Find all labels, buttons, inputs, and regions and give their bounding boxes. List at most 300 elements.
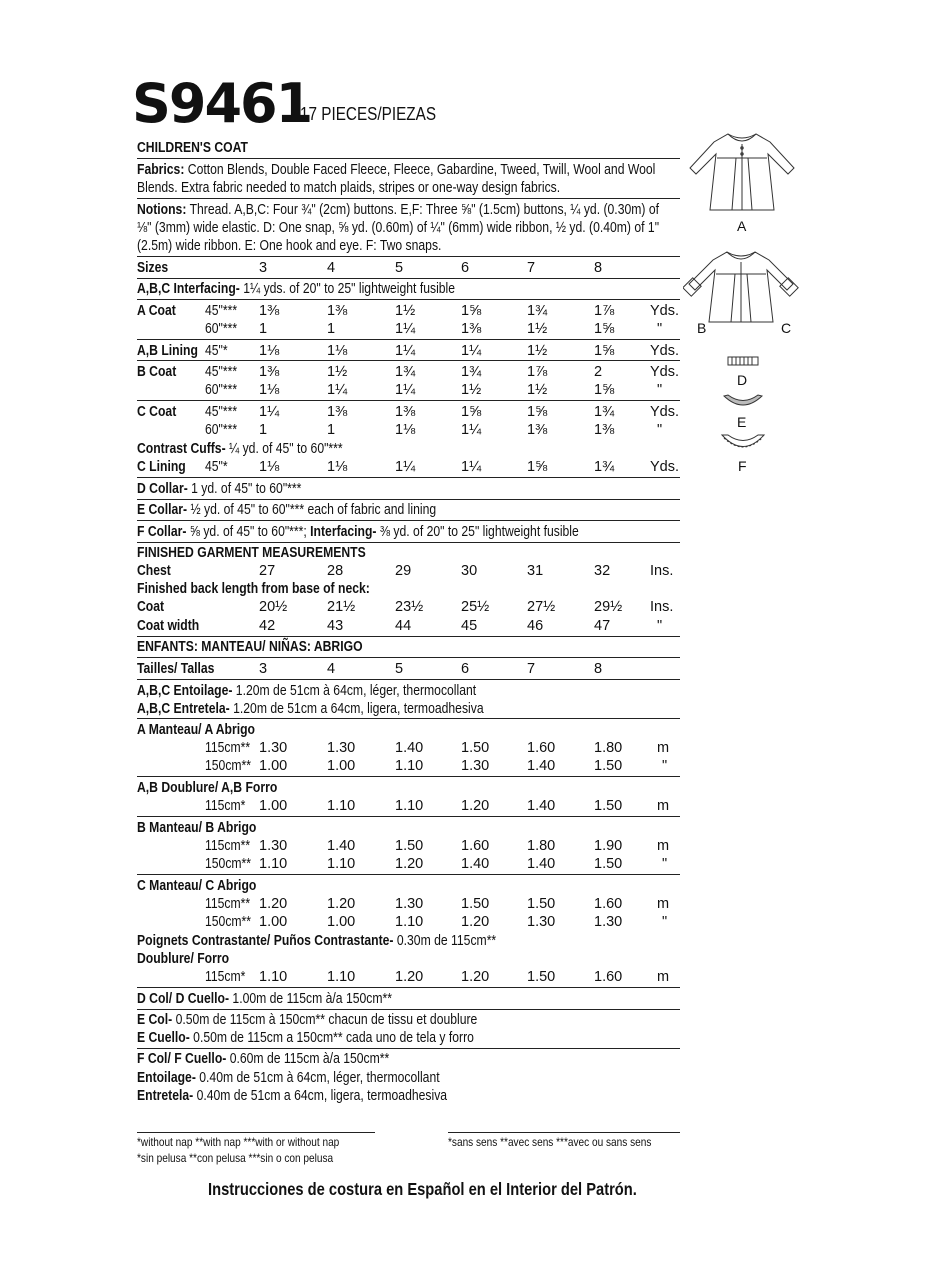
size-cell: 7 [527, 260, 536, 276]
value-cell: 1⅜ [259, 364, 280, 380]
value-cell: 23½ [395, 599, 424, 615]
fabrics-label: Fabrics: [137, 162, 185, 178]
yardage-row [137, 403, 682, 421]
collar-e-figure [722, 392, 764, 410]
value-cell: 1.00 [259, 914, 288, 930]
value-cell: 25½ [461, 599, 490, 615]
unit-cell: " [662, 758, 668, 774]
value-cell: 1.00 [327, 758, 356, 774]
value-cell: 47 [594, 618, 611, 634]
value-cell: 1.60 [594, 969, 623, 985]
unit-cell: m [657, 969, 670, 985]
unit-cell: Yds. [650, 404, 680, 420]
value-cell: 1¼ [461, 343, 482, 359]
row-label: A,B Lining [137, 343, 198, 359]
divider [137, 816, 680, 817]
view-e-label: E [737, 414, 747, 430]
value-cell: 1¼ [259, 404, 280, 420]
divider [137, 874, 680, 875]
e-col-label: E Col- [137, 1012, 173, 1028]
value-cell: 20½ [259, 599, 288, 615]
value-cell: 1.40 [527, 758, 556, 774]
divider [137, 198, 680, 199]
footnote-fr: *sans sens **avec sens ***avec ou sans sens [448, 1135, 652, 1149]
value-cell: 1⅛ [259, 382, 280, 398]
d-collar-line [137, 480, 301, 498]
value-cell: 1.30 [594, 914, 623, 930]
view-b-label: B [697, 320, 707, 336]
value-cell: 1.20 [461, 969, 490, 985]
footnote-rule [137, 1132, 375, 1133]
size-cell: 3 [259, 260, 268, 276]
value-cell: 1 [327, 422, 336, 438]
size-cell: 5 [395, 661, 404, 677]
value-cell: 1⅛ [395, 422, 416, 438]
value-cell: 1.60 [527, 740, 556, 756]
value-cell: 1.10 [327, 798, 356, 814]
unit-cell: " [657, 422, 663, 438]
divider [137, 987, 680, 988]
e-collar-line [137, 501, 436, 519]
value-cell: 44 [395, 618, 412, 634]
coat-view-bc-figure [683, 248, 799, 326]
tailles-row [137, 660, 682, 678]
value-cell: 1⅝ [594, 382, 615, 398]
row-label: Chest [137, 563, 171, 579]
doublure-title: Doublure/ Forro [137, 951, 230, 967]
value-cell: 1.00 [327, 914, 356, 930]
sizes-label: Sizes [137, 260, 169, 276]
size-cell: 4 [327, 260, 336, 276]
f-col-text: 0.60m de 115cm à/a 150cm** [229, 1051, 390, 1067]
unit-cell: " [657, 321, 663, 337]
value-cell: 2 [594, 364, 603, 380]
width-cell: 45"* [205, 343, 228, 359]
value-cell: 1.80 [527, 838, 556, 854]
value-cell: 1.90 [594, 838, 623, 854]
yardage-row [137, 363, 682, 381]
spanish-instructions-note: Instrucciones de costura en Español en el Interior del Patrón. [208, 1179, 637, 1199]
unit-cell: " [662, 914, 668, 930]
unit-cell: " [662, 856, 668, 872]
value-cell: 1.40 [527, 798, 556, 814]
value-cell: 1.10 [327, 969, 356, 985]
divider [137, 499, 680, 500]
value-cell: 1 [259, 422, 268, 438]
f-entretela-label: Entretela- [137, 1088, 194, 1104]
notions-line1 [137, 201, 659, 219]
yardage-row [137, 342, 682, 360]
contrast-cuffs-label: Contrast Cuffs- [137, 441, 226, 457]
value-cell: 1.30 [259, 838, 288, 854]
value-cell: 1¾ [594, 459, 615, 475]
e-cuello-label: E Cuello- [137, 1030, 190, 1046]
sizes-row [137, 259, 682, 277]
value-cell: 1.50 [527, 969, 556, 985]
value-cell: 1.00 [259, 758, 288, 774]
row-label: B Coat [137, 364, 177, 380]
entretela-line [137, 700, 484, 718]
value-cell: 1¼ [461, 459, 482, 475]
width-cell: 45"* [205, 459, 228, 475]
collar-d-figure [726, 354, 760, 368]
coat-view-a-figure [686, 128, 798, 216]
yardage-row [137, 837, 682, 855]
d-collar-label: D Collar- [137, 481, 188, 497]
value-cell: 28 [327, 563, 344, 579]
value-cell: 21½ [327, 599, 356, 615]
divider [137, 278, 680, 279]
value-cell: 1¼ [395, 321, 416, 337]
tailles-label: Tailles/ Tallas [137, 661, 215, 677]
yardage-row [137, 302, 682, 320]
width-cell: 150cm** [205, 914, 252, 930]
f-entretela-text: 0.40m de 51cm a 64cm, ligera, termoadhesiva [196, 1088, 448, 1104]
fr-es-title: ENFANTS: MANTEAU/ NIÑAS: ABRIGO [137, 639, 363, 655]
value-cell: 1.20 [461, 914, 490, 930]
notions-label: Notions: [137, 202, 187, 218]
width-cell: 150cm** [205, 758, 252, 774]
value-cell: 1.80 [594, 740, 623, 756]
divider [137, 339, 680, 340]
unit-cell: m [657, 838, 670, 854]
yardage-row [137, 757, 682, 775]
value-cell: 1⅜ [327, 303, 348, 319]
value-cell: 1¾ [395, 364, 416, 380]
interfacing-text: 1¼ yds. of 20" to 25" lightweight fusible [243, 281, 456, 297]
divider [137, 1009, 680, 1010]
value-cell: 1.20 [395, 856, 424, 872]
c-manteau-title: C Manteau/ C Abrigo [137, 878, 257, 894]
value-cell: 1½ [527, 321, 548, 337]
collar-d-drawing [726, 354, 760, 368]
f-interfacing-text: ⅜ yd. of 20" to 25" lightweight fusible [379, 524, 579, 540]
value-cell: 27½ [527, 599, 556, 615]
chest-row [137, 562, 682, 580]
width-cell: 115cm* [205, 969, 246, 985]
coat-width-row [137, 617, 682, 635]
width-cell: 60"*** [205, 422, 238, 438]
value-cell: 1.00 [259, 798, 288, 814]
size-cell: 4 [327, 661, 336, 677]
width-cell: 60"*** [205, 321, 238, 337]
row-label: A Coat [137, 303, 176, 319]
value-cell: 1½ [527, 382, 548, 398]
value-cell: 1.60 [594, 896, 623, 912]
collar-f-drawing [720, 432, 766, 452]
value-cell: 1.40 [527, 856, 556, 872]
value-cell: 1½ [395, 303, 416, 319]
d-col-text: 1.00m de 115cm à/a 150cm** [232, 991, 392, 1007]
value-cell: 1.10 [327, 856, 356, 872]
value-cell: 1⅜ [594, 422, 615, 438]
yardage-row [137, 913, 682, 931]
value-cell: 1.20 [461, 798, 490, 814]
value-cell: 1.10 [259, 856, 288, 872]
width-cell: 115cm** [205, 838, 251, 854]
divider [137, 718, 680, 719]
value-cell: 1 [327, 321, 336, 337]
footnote-es: *sin pelusa **con pelusa ***sin o con pelusa [137, 1151, 334, 1165]
value-cell: 42 [259, 618, 276, 634]
value-cell: 1.50 [395, 838, 424, 854]
row-label: C Lining [137, 459, 186, 475]
value-cell: 1½ [461, 382, 482, 398]
yardage-row [137, 855, 682, 873]
yardage-row [137, 458, 682, 476]
value-cell: 27 [259, 563, 276, 579]
size-cell: 6 [461, 661, 470, 677]
yardage-row [137, 421, 682, 439]
footnote-rule [448, 1132, 680, 1133]
width-cell: 150cm** [205, 856, 252, 872]
value-cell: 1.10 [259, 969, 288, 985]
value-cell: 1¼ [327, 382, 348, 398]
d-col-line [137, 990, 392, 1008]
value-cell: 1.10 [395, 758, 424, 774]
divider [137, 299, 680, 300]
f-collar-label: F Collar- [137, 524, 187, 540]
d-collar-text: 1 yd. of 45" to 60"*** [191, 481, 302, 497]
value-cell: 1¾ [461, 364, 482, 380]
divider [137, 636, 680, 637]
value-cell: 1⅝ [594, 343, 615, 359]
value-cell: 1⅜ [395, 404, 416, 420]
unit-cell: Yds. [650, 459, 680, 475]
size-cell: 8 [594, 661, 603, 677]
f-entoilage-label: Entoilage- [137, 1070, 196, 1086]
notions-line3: (2.5m) wide ribbon. E: One hook and eye. F: Two snaps. [137, 238, 442, 254]
contrast-cuffs-text: ¼ yd. of 45" to 60"*** [229, 441, 343, 457]
value-cell: 1.50 [594, 856, 623, 872]
e-collar-label: E Collar- [137, 502, 188, 518]
divider [137, 679, 680, 680]
fabrics-text1: Cotton Blends, Double Faced Fleece, Fleece, Gabardine, Tweed, Twill, Wool and Wool [187, 162, 656, 178]
divider [137, 520, 680, 521]
value-cell: 1.40 [327, 838, 356, 854]
value-cell: 1.10 [395, 914, 424, 930]
coat-length-row [137, 598, 682, 616]
value-cell: 1¾ [527, 303, 548, 319]
value-cell: 1⅝ [594, 321, 615, 337]
coat-a-drawing [686, 128, 798, 216]
piece-count: 17 PIECES/PIEZAS [300, 104, 437, 124]
value-cell: 1.30 [527, 914, 556, 930]
value-cell: 1¼ [461, 422, 482, 438]
view-a-label: A [737, 218, 747, 234]
value-cell: 45 [461, 618, 478, 634]
width-cell: 115cm** [205, 896, 251, 912]
e-cuello-line [137, 1029, 474, 1047]
collar-f-figure [720, 432, 766, 452]
value-cell: 1.40 [461, 856, 490, 872]
view-d-label: D [737, 372, 748, 388]
value-cell: 1.50 [461, 896, 490, 912]
value-cell: 1⅝ [461, 404, 482, 420]
value-cell: 1⅛ [259, 459, 280, 475]
divider [137, 657, 680, 658]
divider [137, 542, 680, 543]
value-cell: 1⅜ [327, 404, 348, 420]
size-cell: 7 [527, 661, 536, 677]
fabrics-line2: Blends. Extra fabric needed to match plaids, stripes or one-way design fabrics. [137, 180, 561, 196]
value-cell: 1.50 [594, 758, 623, 774]
b-manteau-title: B Manteau/ B Abrigo [137, 820, 257, 836]
unit-cell: Yds. [650, 303, 680, 319]
f-col-label: F Col/ F Cuello- [137, 1051, 227, 1067]
notions-text1: Thread. A,B,C: Four ¾" (2cm) buttons. E,F: Three ⅝" (1.5cm) buttons, ¼ yd. (0.30m) of [189, 202, 659, 218]
value-cell: 1¼ [395, 382, 416, 398]
row-label: C Coat [137, 404, 177, 420]
poignets-line [137, 932, 496, 950]
divider [137, 477, 680, 478]
value-cell: 1⅜ [259, 303, 280, 319]
unit-cell: m [657, 798, 670, 814]
value-cell: 1.20 [259, 896, 288, 912]
unit-cell: Ins. [650, 599, 674, 615]
value-cell: 1.20 [327, 896, 356, 912]
entretela-label: A,B,C Entretela- [137, 701, 230, 717]
width-cell: 45"*** [205, 303, 238, 319]
value-cell: 1 [259, 321, 268, 337]
value-cell: 30 [461, 563, 478, 579]
fabrics-line1 [137, 161, 655, 179]
coat-bc-drawing [683, 248, 799, 326]
size-cell: 8 [594, 260, 603, 276]
value-cell: 1.40 [395, 740, 424, 756]
value-cell: 1.30 [327, 740, 356, 756]
value-cell: 1⅛ [327, 459, 348, 475]
e-collar-text: ½ yd. of 45" to 60"*** each of fabric and lining [190, 502, 437, 518]
f-col-line [137, 1050, 389, 1068]
entoilage-label: A,B,C Entoilage- [137, 683, 233, 699]
size-cell: 3 [259, 661, 268, 677]
interfacing-line [137, 280, 455, 298]
value-cell: 1⅛ [327, 343, 348, 359]
width-cell: 115cm* [205, 798, 246, 814]
unit-cell: Ins. [650, 563, 674, 579]
value-cell: 43 [327, 618, 344, 634]
row-label: Coat [137, 599, 165, 615]
divider [137, 1048, 680, 1049]
value-cell: 29 [395, 563, 412, 579]
value-cell: 31 [527, 563, 544, 579]
f-collar-line [137, 523, 579, 541]
pattern-number: S9461 [132, 72, 312, 135]
entoilage-text: 1.20m de 51cm à 64cm, léger, thermocollant [235, 683, 477, 699]
value-cell: 1⅜ [461, 321, 482, 337]
value-cell: 1⅜ [527, 422, 548, 438]
notions-line2: ⅛" (3mm) wide elastic. D: One snap, ⅝ yd. (0.60m) of ¼" (6mm) wide ribbon, ½ yd. (0.40m) of 1" [137, 220, 660, 236]
value-cell: 1.20 [395, 969, 424, 985]
divider [137, 400, 680, 401]
footnote-en: *without nap **with nap ***with or without nap [137, 1135, 340, 1149]
title: CHILDREN'S COAT [137, 140, 248, 156]
value-cell: 1.50 [527, 896, 556, 912]
unit-cell: " [657, 618, 663, 634]
f-entretela-line [137, 1087, 447, 1105]
yardage-row [137, 895, 682, 913]
value-cell: 1⅛ [259, 343, 280, 359]
value-cell: 1.30 [395, 896, 424, 912]
value-cell: 1¼ [395, 343, 416, 359]
e-cuello-text: 0.50m de 115cm a 150cm** cada uno de tela y forro [193, 1030, 474, 1046]
e-col-line [137, 1011, 477, 1029]
value-cell: 1½ [527, 343, 548, 359]
width-cell: 115cm** [205, 740, 251, 756]
e-col-text: 0.50m de 115cm à 150cm** chacun de tissu et doublure [175, 1012, 478, 1028]
finished-title: FINISHED GARMENT MEASUREMENTS [137, 545, 366, 561]
entoilage-line [137, 682, 476, 700]
size-cell: 5 [395, 260, 404, 276]
value-cell: 1.50 [461, 740, 490, 756]
ab-doublure-title: A,B Doublure/ A,B Forro [137, 780, 278, 796]
f-collar-text: ⅝ yd. of 45" to 60"***; [189, 524, 307, 540]
yardage-row [137, 968, 682, 986]
view-c-label: C [781, 320, 792, 336]
unit-cell: " [657, 382, 663, 398]
divider [137, 158, 680, 159]
value-cell: 46 [527, 618, 544, 634]
value-cell: 1¼ [395, 459, 416, 475]
value-cell: 1⅞ [527, 364, 548, 380]
yardage-row [137, 381, 682, 399]
unit-cell: m [657, 896, 670, 912]
view-f-label: F [738, 458, 747, 474]
size-cell: 6 [461, 260, 470, 276]
a-manteau-title: A Manteau/ A Abrigo [137, 722, 255, 738]
value-cell: 1.30 [259, 740, 288, 756]
value-cell: 1⅞ [594, 303, 615, 319]
value-cell: 1½ [327, 364, 348, 380]
width-cell: 60"*** [205, 382, 238, 398]
interfacing-label: A,B,C Interfacing- [137, 281, 240, 297]
unit-cell: m [657, 740, 670, 756]
yardage-row [137, 797, 682, 815]
width-cell: 45"*** [205, 364, 238, 380]
value-cell: 1⅝ [527, 404, 548, 420]
divider [137, 776, 680, 777]
entretela-text: 1.20m de 51cm a 64cm, ligera, termoadhesiva [233, 701, 484, 717]
value-cell: 29½ [594, 599, 623, 615]
value-cell: 1.10 [395, 798, 424, 814]
divider [137, 360, 680, 361]
value-cell: 1.60 [461, 838, 490, 854]
unit-cell: Yds. [650, 343, 680, 359]
collar-e-drawing [722, 392, 764, 410]
contrast-cuffs-line [137, 440, 343, 458]
value-cell: 32 [594, 563, 611, 579]
row-label: Coat width [137, 618, 200, 634]
yardage-row [137, 739, 682, 757]
f-interfacing-label: Interfacing- [310, 524, 377, 540]
divider [137, 256, 680, 257]
value-cell: 1.30 [461, 758, 490, 774]
poignets-label: Poignets Contrastante/ Puños Contrastante- [137, 933, 394, 949]
value-cell: 1.50 [594, 798, 623, 814]
f-entoilage-line [137, 1069, 440, 1087]
value-cell: 1¾ [594, 404, 615, 420]
yardage-row [137, 320, 682, 338]
poignets-text: 0.30m de 115cm** [396, 933, 497, 949]
unit-cell: Yds. [650, 364, 680, 380]
f-entoilage-text: 0.40m de 51cm à 64cm, léger, thermocollant [199, 1070, 440, 1086]
value-cell: 1⅝ [461, 303, 482, 319]
d-col-label: D Col/ D Cuello- [137, 991, 230, 1007]
value-cell: 1⅝ [527, 459, 548, 475]
back-length-title: Finished back length from base of neck: [137, 581, 370, 597]
width-cell: 45"*** [205, 404, 238, 420]
